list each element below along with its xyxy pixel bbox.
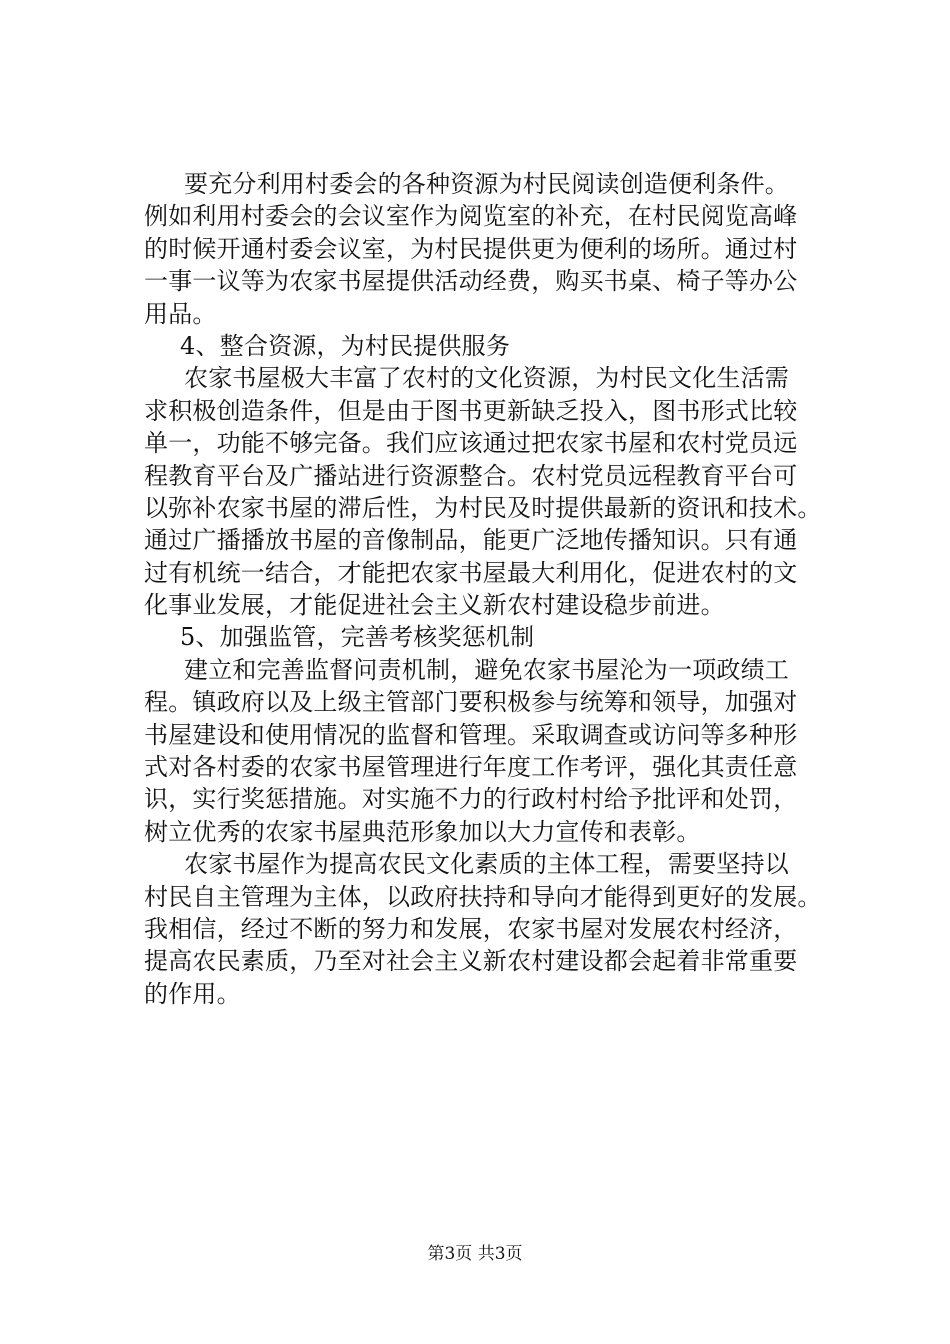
- text-line: 农家书屋作为提高农民文化素质的主体工程，需要坚持以: [184, 850, 789, 879]
- text-line: 例如利用村委会的会议室作为阅览室的补充，在村民阅览高峰: [144, 202, 798, 231]
- text-line: 化事业发展，才能促进社会主义新农村建设稳步前进。: [144, 591, 725, 620]
- text-line: 农家书屋极大丰富了农村的文化资源，为村民文化生活需: [184, 364, 789, 393]
- section-heading: 5、加强监管，完善考核奖惩机制: [180, 623, 535, 652]
- text-line: 要充分利用村委会的各种资源为村民阅读创造便利条件。: [184, 170, 789, 198]
- page-number-footer: 第3页 共3页: [427, 1244, 523, 1264]
- text-line: 用品。: [144, 299, 217, 328]
- text-line: 村民自主管理为主体，以政府扶持和导向才能得到更好的发展。: [144, 882, 822, 911]
- text-line: 的作用。: [144, 979, 241, 1008]
- text-line: 的时候开通村委会议室，为村民提供更为便利的场所。通过村: [144, 234, 798, 263]
- text-line: 过有机统一结合，才能把农家书屋最大利用化，促进农村的文: [144, 558, 798, 587]
- text-line: 我相信，经过不断的努力和发展，农家书屋对发展农村经济，: [144, 914, 798, 943]
- text-line: 程教育平台及广播站进行资源整合。农村党员远程教育平台可: [144, 461, 798, 490]
- text-line: 程。镇政府以及上级主管部门要积极参与统筹和领导，加强对: [144, 688, 798, 717]
- text-line: 式对各村委的农家书屋管理进行年度工作考评，强化其责任意: [144, 753, 798, 782]
- text-line: 一事一议等为农家书屋提供活动经费，购买书桌、椅子等办公: [144, 267, 798, 296]
- text-line: 以弥补农家书屋的滞后性，为村民及时提供最新的资讯和技术。: [144, 493, 822, 522]
- document-body: [144, 168, 822, 1010]
- text-line: 识，实行奖惩措施。对实施不力的行政村村给予批评和处罚，: [144, 785, 798, 814]
- text-line: 通过广播播放书屋的音像制品，能更广泛地传播知识。只有通: [144, 526, 798, 555]
- text-line: 建立和完善监督问责机制，避免农家书屋沦为一项政绩工: [184, 655, 789, 684]
- section-heading: 4、整合资源，为村民提供服务: [180, 331, 511, 360]
- text-line: 书屋建设和使用情况的监督和管理。采取调查或访问等多种形: [144, 720, 798, 749]
- text-line: 求积极创造条件，但是由于图书更新缺乏投入，图书形式比较: [144, 396, 798, 425]
- text-line: 提高农民素质，乃至对社会主义新农村建设都会起着非常重要: [144, 947, 798, 976]
- text-line: 单一，功能不够完备。我们应该通过把农家书屋和农村党员远: [144, 429, 798, 458]
- text-line: 树立优秀的农家书屋典范形象加以大力宣传和表彰。: [144, 817, 701, 846]
